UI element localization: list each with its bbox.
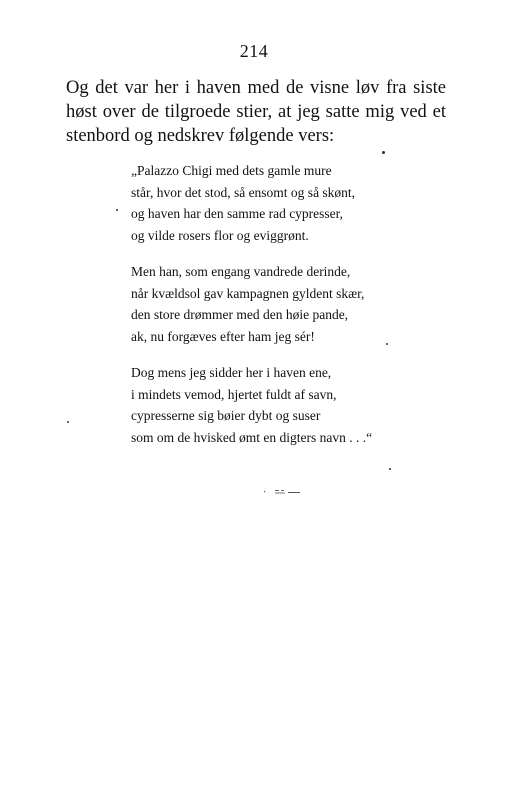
scan-speck bbox=[67, 421, 69, 423]
verse-line: i mindets vemod, hjertet fuldt af savn, bbox=[131, 386, 337, 402]
verse-line: den store drømmer med den høie pande, bbox=[131, 307, 349, 322]
intro-line: Og det var her i haven med de visne løv fra siste bbox=[66, 78, 446, 98]
verse-line: „Palazzo Chigi med dets gamle mure bbox=[131, 163, 332, 178]
verse-line: ak, nu forgæves efter ham jeg sér! bbox=[131, 328, 315, 344]
intro-paragraph bbox=[66, 76, 446, 148]
verse-line: Dog mens jeg sidder her i haven ene, bbox=[131, 365, 332, 380]
intro-line: stenbord og nedskrev følgende vers: bbox=[66, 126, 335, 146]
poem-stanza-2 bbox=[131, 261, 411, 347]
verse-line: som om de hvisked ømt en digters navn . . .“ bbox=[131, 429, 373, 445]
poem-stanza-3 bbox=[131, 362, 411, 448]
scan-speck bbox=[382, 151, 385, 154]
poem bbox=[131, 160, 411, 463]
verse-line: og haven har den samme rad cypresser, bbox=[131, 206, 343, 221]
verse-line: når kvældsol gav kampagnen gyldent skær, bbox=[131, 285, 365, 301]
scan-speck bbox=[116, 209, 118, 211]
scan-speck bbox=[386, 343, 388, 345]
intro-line: høst over de tilgroede stier, at jeg satte mig ved et bbox=[66, 102, 446, 122]
page-number: 214 bbox=[239, 41, 269, 61]
verse-line: står, hvor det stod, så ensomt og så skønt, bbox=[131, 184, 356, 200]
decorative-ornament bbox=[262, 489, 302, 495]
scan-speck bbox=[389, 468, 391, 470]
verse-line: cypresserne sig bøier dybt og suser bbox=[131, 408, 321, 423]
verse-line: Men han, som engang vandrede derinde, bbox=[131, 264, 351, 279]
poem-stanza-1 bbox=[131, 160, 411, 246]
verse-line: og vilde rosers flor og eviggrønt. bbox=[131, 227, 309, 243]
